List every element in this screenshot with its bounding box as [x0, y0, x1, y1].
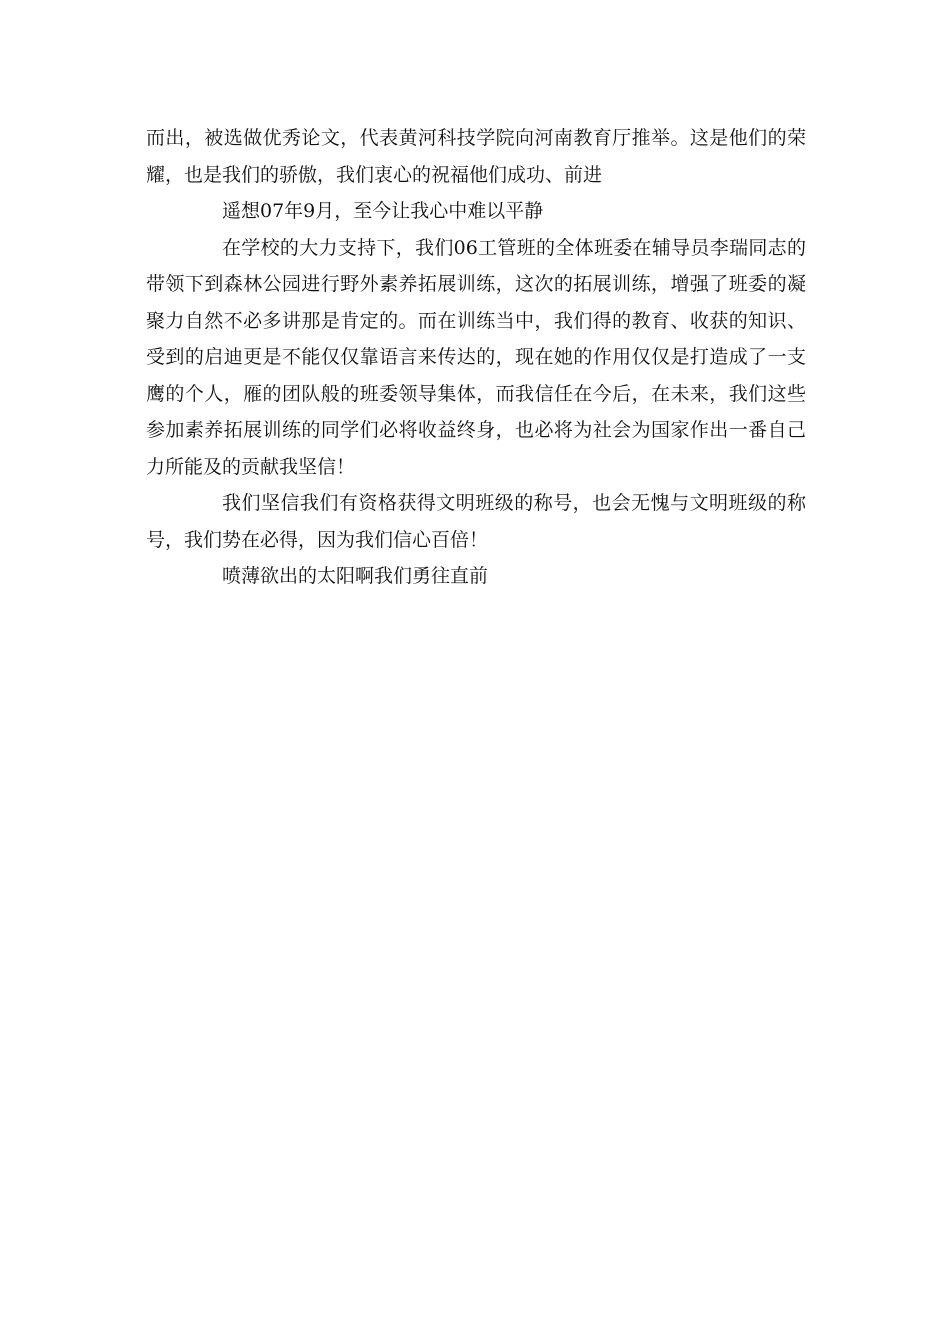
paragraph-continuation: 而出，被选做优秀论文，代表黄河科技学院向河南教育厅推举。这是他们的荣耀，也是我们的骄傲，我们衷心的祝福他们成功、前进: [146, 127, 806, 186]
document-body: [146, 120, 806, 595]
paragraph-closing: 喷薄欲出的太阳啊我们勇往直前: [222, 565, 489, 587]
paragraph-recollection: 遥想07年9月，至今让我心中难以平静: [222, 200, 544, 222]
paragraph-training: 在学校的大力支持下，我们06工管班的全体班委在辅导员李瑞同志的带领下到森林公园进行野外素养拓展训练，这次的拓展训练，增强了班委的凝聚力自然不必多讲那是肯定的。而在训练当中，我们得的教育、收获的知识、受到的启迪更是不能仅仅靠语言来传达的，现在她的作用仅仅是打造成了一支鹰的个人，雁的团队般的班委领导集体，而我信任在今后，在未来，我们这些参加素养拓展训练的同学们必将收益终身，也必将为社会为国家作出一番自己力所能及的贡献我坚信！: [146, 236, 806, 478]
paragraph-confidence: 我们坚信我们有资格获得文明班级的称号，也会无愧与文明班级的称号，我们势在必得，因为我们信心百倍！: [146, 492, 806, 551]
